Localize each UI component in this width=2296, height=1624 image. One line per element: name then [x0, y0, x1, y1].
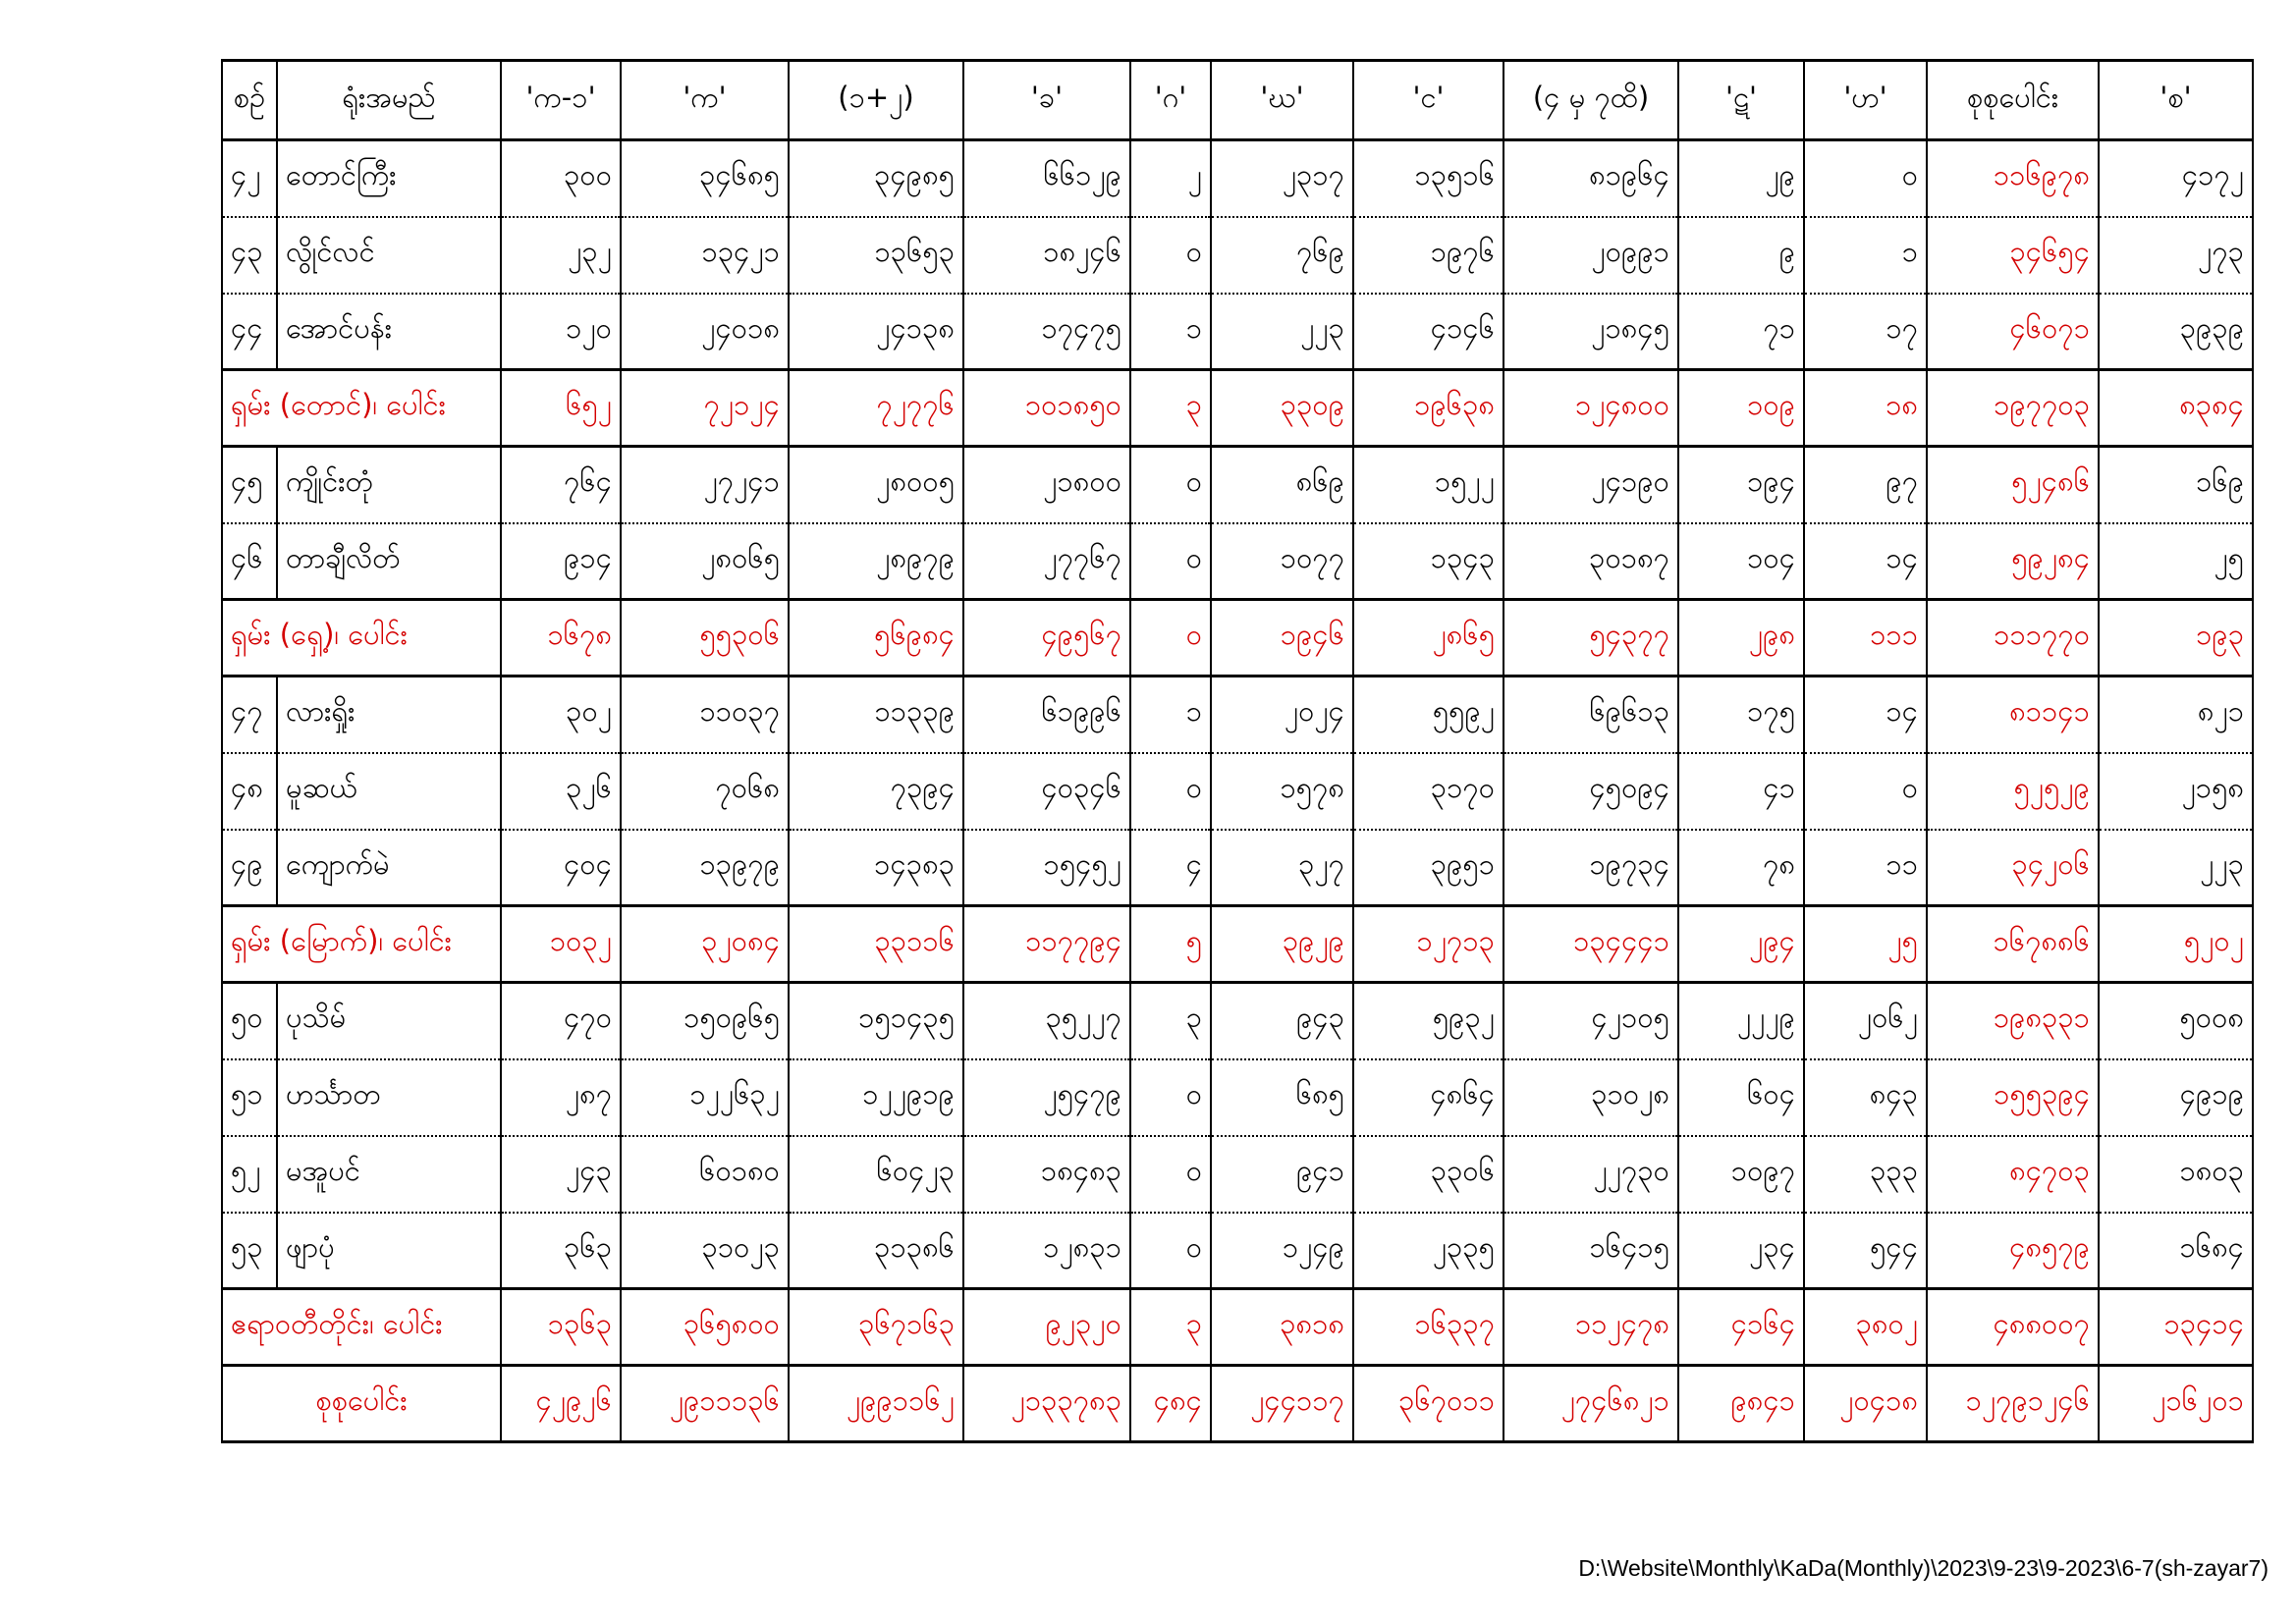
cell-value: ၃၄၆၈၅: [621, 140, 789, 217]
cell-value: ၁၁၆၉၇၈: [1927, 140, 2099, 217]
office-name: တောင်ကြီး: [277, 140, 501, 217]
table-body: [222, 140, 2253, 1442]
table-row: [222, 1059, 2253, 1136]
column-header: 'ဋ': [1678, 61, 1804, 140]
cell-value: ၃၆၇၀၁၁: [1353, 1366, 1503, 1442]
cell-value: ၂၈၀၀၅: [789, 447, 963, 523]
cell-value: ၁၉၆၃၈: [1353, 370, 1503, 447]
column-header: 'င': [1353, 61, 1503, 140]
office-name: ဖျာပုံ: [277, 1213, 501, 1289]
cell-value: ၄: [1130, 830, 1211, 906]
cell-value: ၃၈၀၂: [1804, 1289, 1927, 1366]
cell-value: ၃၃၀၉: [1211, 370, 1353, 447]
cell-value: ၀: [1130, 447, 1211, 523]
cell-value: ၃၁၀၂၈: [1503, 1059, 1678, 1136]
cell-value: ၈၆၉: [1211, 447, 1353, 523]
column-header: 'ဟ': [1804, 61, 1927, 140]
cell-value: ၀: [1804, 753, 1927, 830]
cell-value: ၁၉၃: [2099, 600, 2253, 677]
subtotal-row: [222, 600, 2253, 677]
office-name: ကျောက်မဲ: [277, 830, 501, 906]
cell-value: ၁: [1804, 217, 1927, 294]
serial-number: ၄၅: [222, 447, 277, 523]
serial-number: ၄၇: [222, 677, 277, 753]
cell-value: ၂၀၂၄: [1211, 677, 1353, 753]
cell-value: ၁၆၄၁၅: [1503, 1213, 1678, 1289]
cell-value: ၂၈၀၆၅: [621, 523, 789, 600]
column-header: ရုံးအမည်: [277, 61, 501, 140]
grand-total-row: [222, 1366, 2253, 1442]
cell-value: ၃၀၁၈၇: [1503, 523, 1678, 600]
cell-value: ၂၉: [1678, 140, 1804, 217]
cell-value: ၁၇၅: [1678, 677, 1804, 753]
cell-value: ၁၇: [1804, 294, 1927, 370]
cell-value: ၂၀၆၂: [1804, 983, 1927, 1059]
cell-value: ၇၂၁၂၄: [621, 370, 789, 447]
serial-number: ၅၃: [222, 1213, 277, 1289]
column-header: စုစုပေါင်း: [1927, 61, 2099, 140]
serial-number: ၄၉: [222, 830, 277, 906]
cell-value: ၁၂၇၁၃: [1353, 906, 1503, 983]
cell-value: ၁၃၅၁၆: [1353, 140, 1503, 217]
cell-value: ၄၈၈၀၀၇: [1927, 1289, 2099, 1366]
cell-value: ၄၁၆၄: [1678, 1289, 1804, 1366]
cell-value: ၂၁၆၂၀၁: [2099, 1366, 2253, 1442]
column-header: 'က': [621, 61, 789, 140]
cell-value: ၆၈၅: [1211, 1059, 1353, 1136]
cell-value: ၁၂၂၉၁၉: [789, 1059, 963, 1136]
subtotal-label: ရှမ်း (မြောက်)၊ ပေါင်း: [222, 906, 501, 983]
cell-value: ၂၁၃၃၇၈၃: [963, 1366, 1130, 1442]
cell-value: ၄၉၁၉: [2099, 1059, 2253, 1136]
cell-value: ၂၉၄: [1678, 906, 1804, 983]
serial-number: ၅၀: [222, 983, 277, 1059]
serial-number: ၄၈: [222, 753, 277, 830]
cell-value: ၁၃၆၅၃: [789, 217, 963, 294]
cell-value: ၂၃၂: [501, 217, 621, 294]
table-row: [222, 217, 2253, 294]
cell-value: ၁၉၇၇၀၃: [1927, 370, 2099, 447]
table-row: [222, 140, 2253, 217]
cell-value: ၆၀၄: [1678, 1059, 1804, 1136]
cell-value: ၁၃၄၄၄၁: [1503, 906, 1678, 983]
cell-value: ၃: [1130, 370, 1211, 447]
cell-value: ၄၈၆၄: [1353, 1059, 1503, 1136]
cell-value: ၂၃၃၅: [1353, 1213, 1503, 1289]
cell-value: ၁၀၉၇: [1678, 1136, 1804, 1213]
cell-value: ၁၈: [1804, 370, 1927, 447]
cell-value: ၇၈: [1678, 830, 1804, 906]
cell-value: ၁၄: [1804, 677, 1927, 753]
cell-value: ၂၈၆၅: [1353, 600, 1503, 677]
cell-value: ၈၃၈၄: [2099, 370, 2253, 447]
cell-value: ၁၀၁၈၅၀: [963, 370, 1130, 447]
cell-value: ၁: [1130, 294, 1211, 370]
cell-value: ၁၉၈၃၃၁: [1927, 983, 2099, 1059]
cell-value: ၂၄၁၃၈: [789, 294, 963, 370]
table-row: [222, 1213, 2253, 1289]
cell-value: ၁၅၄၅၂: [963, 830, 1130, 906]
cell-value: ၆၀၄၂၃: [789, 1136, 963, 1213]
cell-value: ၄၂၉၂၆: [501, 1366, 621, 1442]
cell-value: ၁၄: [1804, 523, 1927, 600]
cell-value: ၃၅၂၂၇: [963, 983, 1130, 1059]
cell-value: ၂၈၉၇၉: [789, 523, 963, 600]
cell-value: ၁၉၇၃၄: [1503, 830, 1678, 906]
cell-value: ၂၇၃: [2099, 217, 2253, 294]
cell-value: ၄၆၀၇၁: [1927, 294, 2099, 370]
table-row: [222, 447, 2253, 523]
office-name: လွိုင်လင်: [277, 217, 501, 294]
cell-value: ၁၀၇၇: [1211, 523, 1353, 600]
cell-value: ၂၄၄၁၁၇: [1211, 1366, 1353, 1442]
cell-value: ၁၀၉: [1678, 370, 1804, 447]
cell-value: ၅၂၄၈၆: [1927, 447, 2099, 523]
cell-value: ၅၂၅၂၉: [1927, 753, 2099, 830]
cell-value: ၆၀၁၈၀: [621, 1136, 789, 1213]
cell-value: ၉၇: [1804, 447, 1927, 523]
subtotal-row: [222, 1289, 2253, 1366]
cell-value: ၃: [1130, 1289, 1211, 1366]
cell-value: ၁၁၁၇၇၀: [1927, 600, 2099, 677]
cell-value: ၄၉၅၆၇: [963, 600, 1130, 677]
cell-value: ၉၂၃၂၀: [963, 1289, 1130, 1366]
office-name: အောင်ပန်း: [277, 294, 501, 370]
cell-value: ၁၂၇၉၁၂၄၆: [1927, 1366, 2099, 1442]
table-row: [222, 983, 2253, 1059]
cell-value: ၈၂၁: [2099, 677, 2253, 753]
cell-value: ၃၀၀: [501, 140, 621, 217]
cell-value: ၁၉၄၆: [1211, 600, 1353, 677]
cell-value: ၀: [1130, 1059, 1211, 1136]
serial-number: ၅၁: [222, 1059, 277, 1136]
office-name: ကျိုင်းတုံ: [277, 447, 501, 523]
cell-value: ၃၃၁၁၆: [789, 906, 963, 983]
serial-number: ၅၂: [222, 1136, 277, 1213]
cell-value: ၁၆၇၈: [501, 600, 621, 677]
cell-value: ၃၁၃၈၆: [789, 1213, 963, 1289]
cell-value: ၂၅: [2099, 523, 2253, 600]
cell-value: ၈၁၉၆၄: [1503, 140, 1678, 217]
cell-value: ၃: [1130, 983, 1211, 1059]
cell-value: ၁၁၀၃၇: [621, 677, 789, 753]
cell-value: ၁၃၄၂၁: [621, 217, 789, 294]
cell-value: ၃၁၀၂၃: [621, 1213, 789, 1289]
subtotal-label: ရှမ်း (တောင်)၊ ပေါင်း: [222, 370, 501, 447]
statistics-table: [221, 59, 2254, 1443]
cell-value: ၅၅၉၂: [1353, 677, 1503, 753]
cell-value: ၁၅၀၉၆၅: [621, 983, 789, 1059]
cell-value: ၂၇၂၄၁: [621, 447, 789, 523]
cell-value: ၅: [1130, 906, 1211, 983]
cell-value: ၆၆၁၂၉: [963, 140, 1130, 217]
footer-file-path: D:\Website\Monthly\KaDa(Monthly)\2023\9-23\9-2023\6-7(sh-zayar7): [1578, 1555, 2269, 1581]
cell-value: ၁၁: [1804, 830, 1927, 906]
office-name: မအူပင်: [277, 1136, 501, 1213]
cell-value: ၈၄၇၀၃: [1927, 1136, 2099, 1213]
cell-value: ၁၀၃၂: [501, 906, 621, 983]
cell-value: ၇၁: [1678, 294, 1804, 370]
cell-value: ၅၆၉၈၄: [789, 600, 963, 677]
cell-value: ၂၂၃: [2099, 830, 2253, 906]
cell-value: ၁၈၀၃: [2099, 1136, 2253, 1213]
cell-value: ၁၀၄: [1678, 523, 1804, 600]
cell-value: ၃၃၀၆: [1353, 1136, 1503, 1213]
cell-value: ၂၇၄၆၈၂၁: [1503, 1366, 1678, 1442]
cell-value: ၀: [1130, 523, 1211, 600]
cell-value: ၄၇၀: [501, 983, 621, 1059]
cell-value: ၃၆၅၈၀၀: [621, 1289, 789, 1366]
cell-value: ၅၄၄: [1804, 1213, 1927, 1289]
table-row: [222, 677, 2253, 753]
cell-value: ၃၉၃၉: [2099, 294, 2253, 370]
serial-number: ၄၆: [222, 523, 277, 600]
table-row: [222, 294, 2253, 370]
cell-value: ၃၈၁၈: [1211, 1289, 1353, 1366]
cell-value: ၃၉၅၁: [1353, 830, 1503, 906]
cell-value: ၅၀၀၈: [2099, 983, 2253, 1059]
cell-value: ၄၀၄: [501, 830, 621, 906]
cell-value: ၂၀၉၉၁: [1503, 217, 1678, 294]
cell-value: ၂၂၂၉: [1678, 983, 1804, 1059]
cell-value: ၂၅၄၇၉: [963, 1059, 1130, 1136]
cell-value: ၁၁၁: [1804, 600, 1927, 677]
cell-value: ၅၉၂၈၄: [1927, 523, 2099, 600]
grand-total-label: စုစုပေါင်း: [222, 1366, 501, 1442]
cell-value: ၁၃၄၁၄: [2099, 1289, 2253, 1366]
cell-value: ၀: [1130, 1213, 1211, 1289]
cell-value: ၈၄၃: [1804, 1059, 1927, 1136]
cell-value: ၁၆၉: [2099, 447, 2253, 523]
cell-value: ၇၆၄: [501, 447, 621, 523]
cell-value: ၆၅၂: [501, 370, 621, 447]
cell-value: ၉၄၃: [1211, 983, 1353, 1059]
cell-value: ၄၈၅၇၉: [1927, 1213, 2099, 1289]
cell-value: ၅၅၃၀၆: [621, 600, 789, 677]
serial-number: ၄၄: [222, 294, 277, 370]
cell-value: ၁၁၃၃၉: [789, 677, 963, 753]
cell-value: ၁၃၄၃: [1353, 523, 1503, 600]
cell-value: ၂: [1130, 140, 1211, 217]
cell-value: ၁၅၅၃၉၄: [1927, 1059, 2099, 1136]
cell-value: ၂၅: [1804, 906, 1927, 983]
cell-value: ၁၂၀: [501, 294, 621, 370]
column-header: 'ဂ': [1130, 61, 1211, 140]
cell-value: ၃၄၆၅၄: [1927, 217, 2099, 294]
office-name: လားရှိုး: [277, 677, 501, 753]
cell-value: ၀: [1130, 753, 1211, 830]
table-row: [222, 523, 2253, 600]
cell-value: ၁၈၂၄၆: [963, 217, 1130, 294]
column-header: 'က-၁': [501, 61, 621, 140]
cell-value: ၀: [1130, 1136, 1211, 1213]
column-header: 'စ': [2099, 61, 2253, 140]
subtotal-label: ဧရာဝတီတိုင်း၊ ပေါင်း: [222, 1289, 501, 1366]
cell-value: ၄၅၀၉၄: [1503, 753, 1678, 830]
cell-value: ၁၂၄၉: [1211, 1213, 1353, 1289]
subtotal-label: ရှမ်း (ရှေ့)၊ ပေါင်း: [222, 600, 501, 677]
cell-value: ၃၆၇၁၆၃: [789, 1289, 963, 1366]
cell-value: ၂၁၈၄၅: [1503, 294, 1678, 370]
cell-value: ၁၅၇၈: [1211, 753, 1353, 830]
cell-value: ၂၈၇: [501, 1059, 621, 1136]
column-header: စဉ်: [222, 61, 277, 140]
cell-value: ၀: [1130, 600, 1211, 677]
cell-value: ၂၂၇၃၀: [1503, 1136, 1678, 1213]
cell-value: ၁၃၉၇၉: [621, 830, 789, 906]
cell-value: ၁: [1130, 677, 1211, 753]
office-name: ဟင်္သာတ: [277, 1059, 501, 1136]
cell-value: ၁၉၄: [1678, 447, 1804, 523]
cell-value: ၂၁၈၀၀: [963, 447, 1130, 523]
table-row: [222, 830, 2253, 906]
cell-value: ၃၆၃: [501, 1213, 621, 1289]
cell-value: ၇၂၇၇၆: [789, 370, 963, 447]
cell-value: ၆၉၆၁၃: [1503, 677, 1678, 753]
cell-value: ၂၄၃: [501, 1136, 621, 1213]
office-name: တာချီလိတ်: [277, 523, 501, 600]
serial-number: ၄၃: [222, 217, 277, 294]
cell-value: ၁၁၇၇၉၄: [963, 906, 1130, 983]
cell-value: ၂၇၇၆၇: [963, 523, 1130, 600]
table-row: [222, 1136, 2253, 1213]
cell-value: ၇၃၉၄: [789, 753, 963, 830]
cell-value: ၄၁: [1678, 753, 1804, 830]
cell-value: ၅၉၃၂: [1353, 983, 1503, 1059]
office-name: ပုသိမ်: [277, 983, 501, 1059]
cell-value: ၁၃၆၃: [501, 1289, 621, 1366]
cell-value: ၃၂၇: [1211, 830, 1353, 906]
column-header: (၄ မှ ၇ထိ): [1503, 61, 1678, 140]
cell-value: ၁၇၄၇၅: [963, 294, 1130, 370]
cell-value: ၃၁၇၀: [1353, 753, 1503, 830]
cell-value: ၂၉၉၁၁၆၂: [789, 1366, 963, 1442]
cell-value: ၇၆၉: [1211, 217, 1353, 294]
cell-value: ၃၄၂၀၆: [1927, 830, 2099, 906]
cell-value: ၁၅၂၂: [1353, 447, 1503, 523]
cell-value: ၈၁၁၄၁: [1927, 677, 2099, 753]
subtotal-row: [222, 906, 2253, 983]
cell-value: ၁၁၂၄၇၈: [1503, 1289, 1678, 1366]
cell-value: ၉၈၄၁: [1678, 1366, 1804, 1442]
cell-value: ၄၁၄၆: [1353, 294, 1503, 370]
cell-value: ၀: [1130, 217, 1211, 294]
cell-value: ၃၉၂၉: [1211, 906, 1353, 983]
cell-value: ၁၂၈၃၁: [963, 1213, 1130, 1289]
column-header: (၁+၂): [789, 61, 963, 140]
cell-value: ၄၀၃၄၆: [963, 753, 1130, 830]
office-name: မူဆယ်: [277, 753, 501, 830]
column-header: 'ဃ': [1211, 61, 1353, 140]
cell-value: ၁၆၇၈၈၆: [1927, 906, 2099, 983]
header-row: [222, 61, 2253, 140]
cell-value: ၅၂၀၂: [2099, 906, 2253, 983]
cell-value: ၃၂၆: [501, 753, 621, 830]
cell-value: ၂၁၅၈: [2099, 753, 2253, 830]
cell-value: ၂၄၀၁၈: [621, 294, 789, 370]
cell-value: ၃၀၂: [501, 677, 621, 753]
cell-value: ၂၃၄: [1678, 1213, 1804, 1289]
table-row: [222, 753, 2253, 830]
column-header: 'ခ': [963, 61, 1130, 140]
cell-value: ၃၃၃: [1804, 1136, 1927, 1213]
cell-value: ၀: [1804, 140, 1927, 217]
cell-value: ၉၁၄: [501, 523, 621, 600]
subtotal-row: [222, 370, 2253, 447]
cell-value: ၁၂၄၈၀၀: [1503, 370, 1678, 447]
cell-value: ၁၆၈၄: [2099, 1213, 2253, 1289]
cell-value: ၁၈၄၈၃: [963, 1136, 1130, 1213]
cell-value: ၁၅၁၄၃၅: [789, 983, 963, 1059]
cell-value: ၂၀၄၁၈: [1804, 1366, 1927, 1442]
cell-value: ၂၂၃: [1211, 294, 1353, 370]
cell-value: ၄၁၇၂: [2099, 140, 2253, 217]
cell-value: ၉၄၁: [1211, 1136, 1353, 1213]
cell-value: ၂၉၈: [1678, 600, 1804, 677]
cell-value: ၆၁၉၉၆: [963, 677, 1130, 753]
cell-value: ၇၀၆၈: [621, 753, 789, 830]
cell-value: ၃၄၉၈၅: [789, 140, 963, 217]
cell-value: ၄၂၁၀၅: [1503, 983, 1678, 1059]
serial-number: ၄၂: [222, 140, 277, 217]
cell-value: ၄၈၄: [1130, 1366, 1211, 1442]
cell-value: ၂၄၁၉၀: [1503, 447, 1678, 523]
cell-value: ၂၉၁၁၁၃၆: [621, 1366, 789, 1442]
cell-value: ၃၂၀၈၄: [621, 906, 789, 983]
cell-value: ၁၆၃၃၇: [1353, 1289, 1503, 1366]
cell-value: ၉: [1678, 217, 1804, 294]
cell-value: ၁၄၃၈၃: [789, 830, 963, 906]
cell-value: ၁၉၇၆: [1353, 217, 1503, 294]
cell-value: ၅၄၃၇၇: [1503, 600, 1678, 677]
cell-value: ၁၂၂၆၃၂: [621, 1059, 789, 1136]
cell-value: ၂၃၁၇: [1211, 140, 1353, 217]
